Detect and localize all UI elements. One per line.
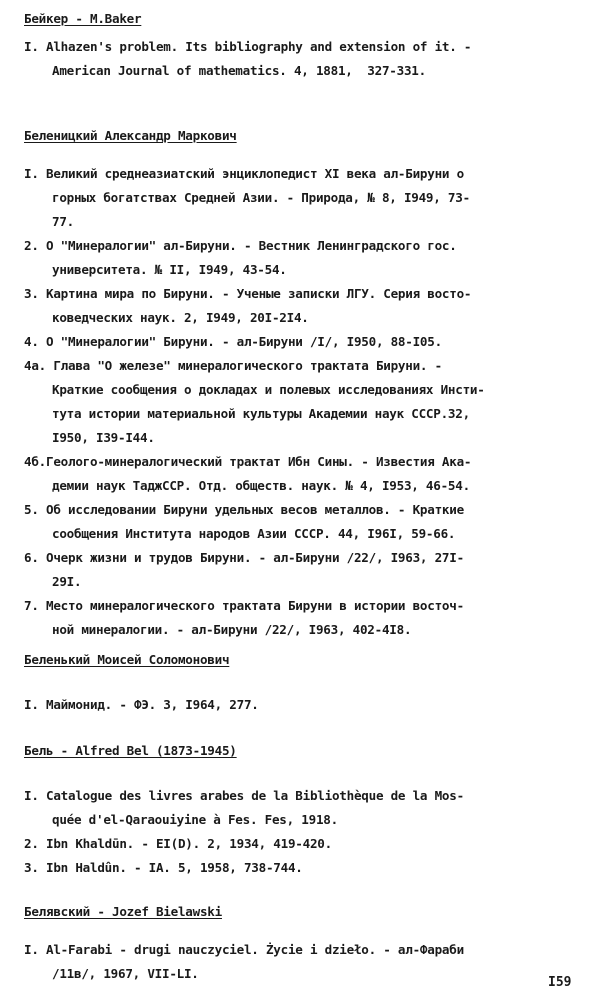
entry-line: 4. О "Минералогии" Бируни. - ал-Бируни /I/, I950, 88-I05. bbox=[24, 334, 442, 349]
entry-line: сообщения Института народов Азии СССР. 44, I96I, 59-66. bbox=[52, 526, 456, 541]
entry-line: 6. Очерк жизни и трудов Бируни. - ал-Бируни /22/, I963, 27I- bbox=[24, 550, 464, 565]
section-heading: Беленький Моисей Соломонович bbox=[24, 652, 230, 667]
entry-line: I950, I39-I44. bbox=[52, 430, 155, 445]
section-heading: Бель - Alfred Bel (1873-1945) bbox=[24, 743, 237, 758]
entry-line: 3. Ibn Haldûn. - IA. 5, 1958, 738-744. bbox=[24, 860, 303, 875]
entry-line: 2. О "Минералогии" ал-Бируни. - Вестник Ленинградского гос. bbox=[24, 238, 457, 253]
entry-line: I. Великий среднеазиатский энциклопедист XI века ал-Бируни о bbox=[24, 166, 464, 181]
section-heading: Беленицкий Александр Маркович bbox=[24, 128, 237, 143]
entry-line: коведческих наук. 2, I949, 20I-2I4. bbox=[52, 310, 309, 325]
entry-line: ной минералогии. - ал-Бируни /22/, I963, 402-4I8. bbox=[52, 622, 412, 637]
entry-line: 5. Об исследовании Бируни удельных весов металлов. - Краткие bbox=[24, 502, 464, 517]
entry-line: American Journal of mathematics. 4, 1881, 327-331. bbox=[52, 63, 426, 78]
section-heading: Белявский - Jozef Bielawski bbox=[24, 904, 222, 919]
entry-line: 7. Место минералогического трактата Бируни в истории восточ- bbox=[24, 598, 464, 613]
entry-line: 77. bbox=[52, 214, 74, 229]
entry-line: /11в/, 1967, VII-LI. bbox=[52, 966, 199, 981]
entry-line: тута истории материальной культуры Академии наук СССР.32, bbox=[52, 406, 470, 421]
entry-line: горных богатствах Средней Азии. - Природа, № 8, I949, 73- bbox=[52, 190, 470, 205]
entry-line: I. Alhazen's problem. Its bibliography and extension of it. - bbox=[24, 39, 472, 54]
entry-line: 4а. Глава "О железе" минералогического трактата Бируни. - bbox=[24, 358, 442, 373]
entry-line: университета. № II, I949, 43-54. bbox=[52, 262, 287, 277]
entry-line: I. Маймонид. - ФЭ. 3, I964, 277. bbox=[24, 697, 259, 712]
entry-line: quée d'el-Qaraouiyine à Fes. Fes, 1918. bbox=[52, 812, 338, 827]
section-heading: Бейкер - M.Baker bbox=[24, 11, 142, 26]
page-number: I59 bbox=[548, 975, 572, 990]
entry-line: 29I. bbox=[52, 574, 82, 589]
entry-line: I. Catalogue des livres arabes de la Bibliothèque de la Mos- bbox=[24, 788, 464, 803]
entry-line: демии наук ТаджССР. Отд. обществ. наук. № 4, I953, 46-54. bbox=[52, 478, 470, 493]
entry-line: I. Al-Farabi - drugi nauczyciel. Życie i dzieło. - ал-Фараби bbox=[24, 942, 464, 957]
entry-line: 3. Картина мира по Бируни. - Ученые записки ЛГУ. Серия восто- bbox=[24, 286, 472, 301]
entry-line: 2. Ibn Khaldūn. - EI(D). 2, 1934, 419-420. bbox=[24, 836, 332, 851]
entry-line: Краткие сообщения о докладах и полевых исследованиях Инсти- bbox=[52, 382, 485, 397]
entry-line: 4б.Геолого-минералогический трактат Ибн Сины. - Известия Ака- bbox=[24, 454, 472, 469]
